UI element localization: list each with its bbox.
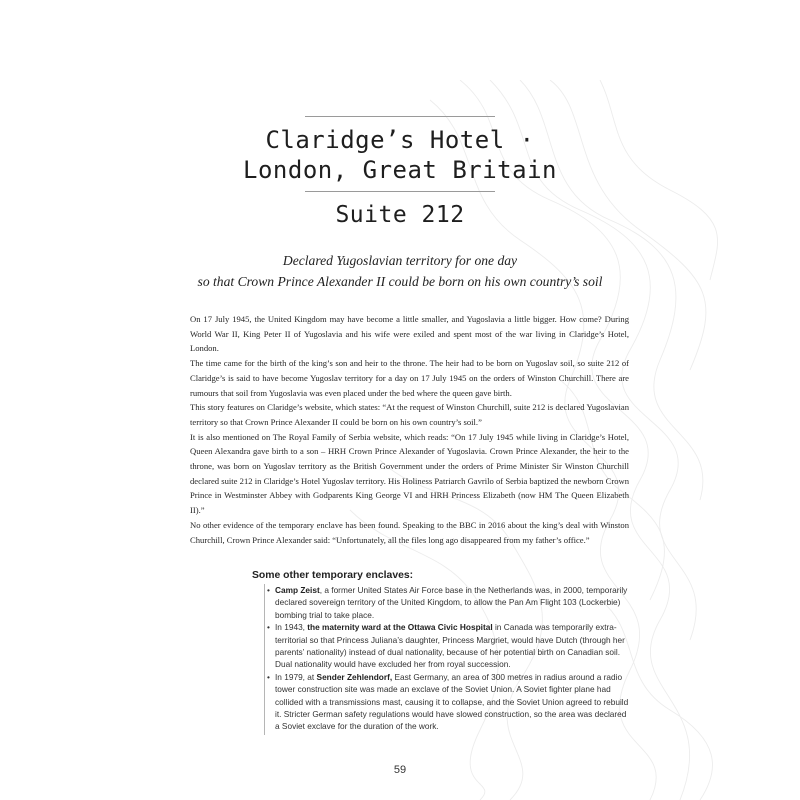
body-text <box>190 312 629 547</box>
list-item: • Camp Zeist, a former United States Air Force base in the Netherlands was, in 2000, temporarily declared sovereign territory of the United Kingdom, to allow the Pan Am Flight 103 (Lockerbie) bombing trial to take place. <box>267 585 628 620</box>
enclaves-list <box>264 584 632 735</box>
body-paragraph: It is also mentioned on The Royal Family of Serbia website, which reads: “On 17 July 1945 while living in Claridge’s Hotel, Queen Alexandra gave birth to a son – HRH Crown Prince Alexander of Yugoslavia. Crown Prince Alexander, the heir to the throne, was born on Yugoslav territory as the British Government under the orders of Prime Minister Sir Winston Churchill declared suite 212 in Claridge’s Hotel Yugoslav territory. His Holiness Patriarch Gavrilo of Serbia baptized the newborn Crown Prince in Westminster Abbey with Godparents King George VI and HRH Princess Elizabeth (now HM The Queen Elizabeth II).” <box>190 431 629 516</box>
title-top-rule <box>305 116 495 117</box>
tagline <box>80 250 720 292</box>
page-number: 59 <box>393 764 407 776</box>
bullet-icon: • <box>267 585 270 595</box>
book-page <box>80 80 720 800</box>
body-paragraph: On 17 July 1945, the United Kingdom may have become a little smaller, and Yugoslavia a little bigger. How come? During World War II, King Peter II of Yugoslavia and his wife were exiled and spent most of the war living in Claridge’s Hotel, London. <box>190 314 629 354</box>
enclaves-heading: Some other temporary enclaves: <box>252 570 414 581</box>
title-block <box>80 116 720 292</box>
other-enclaves-box <box>252 570 632 735</box>
list-item: • In 1943, the maternity ward at the Ottawa Civic Hospital in Canada was temporarily extra-territorial so that Princess Juliana’s daughter, Princess Margriet, would have Dutch (through her parents’ nationality) instead of dual nationality, because of her potential birth on Canadian soil. Dual nationality would have excluded her from royal succession. <box>267 622 625 670</box>
chapter-subtitle: Suite 212 <box>335 202 465 228</box>
list-item: • In 1979, at Sender Zehlendorf, East Germany, an area of 300 metres in radius around a radio tower construction site was made an exclave of the Soviet Union. A Soviet fighter plane had collided with a transmissions mast, causing it to collapse, and the Soviet Union agreed to rebuild it. Stricter German safety regulations would have slowed construction, so the area was declared a Soviet exclave for the duration of the work. <box>267 671 629 732</box>
tagline-line-2: so that Crown Prince Alexander II could be born on his own country’s soil <box>197 274 603 289</box>
body-paragraph: The time came for the birth of the king’s son and heir to the throne. The heir had to be born on Yugoslav soil, so suite 212 of Claridge’s is said to have become Yugoslav territory for a day on 17 July 1945 on the orders of Winston Churchill. There are rumours that soil from Yugoslavia was even placed under the bed where the queen gave birth. <box>190 358 629 398</box>
tagline-line-1: Declared Yugoslavian territory for one day <box>282 253 518 268</box>
body-paragraph: This story features on Claridge’s website, which states: “At the request of Winston Churchill, suite 212 is declared Yugoslavian territory so that Crown Prince Alexander II could be born on his own country’s soil.” <box>190 402 629 427</box>
chapter-title-line-2: London, Great Britain <box>243 156 557 184</box>
bullet-icon: • <box>267 622 270 633</box>
body-paragraph: No other evidence of the temporary enclave has been found. Speaking to the BBC in 2016 about the king’s deal with Winston Churchill, Crown Prince Alexander said: “Unfortunately, all the files long ago disappeared from my father’s office.” <box>190 519 629 545</box>
chapter-title-line-1: Claridge’s Hotel · <box>265 126 535 154</box>
title-bottom-rule <box>305 191 495 192</box>
bullet-icon: • <box>267 671 270 682</box>
